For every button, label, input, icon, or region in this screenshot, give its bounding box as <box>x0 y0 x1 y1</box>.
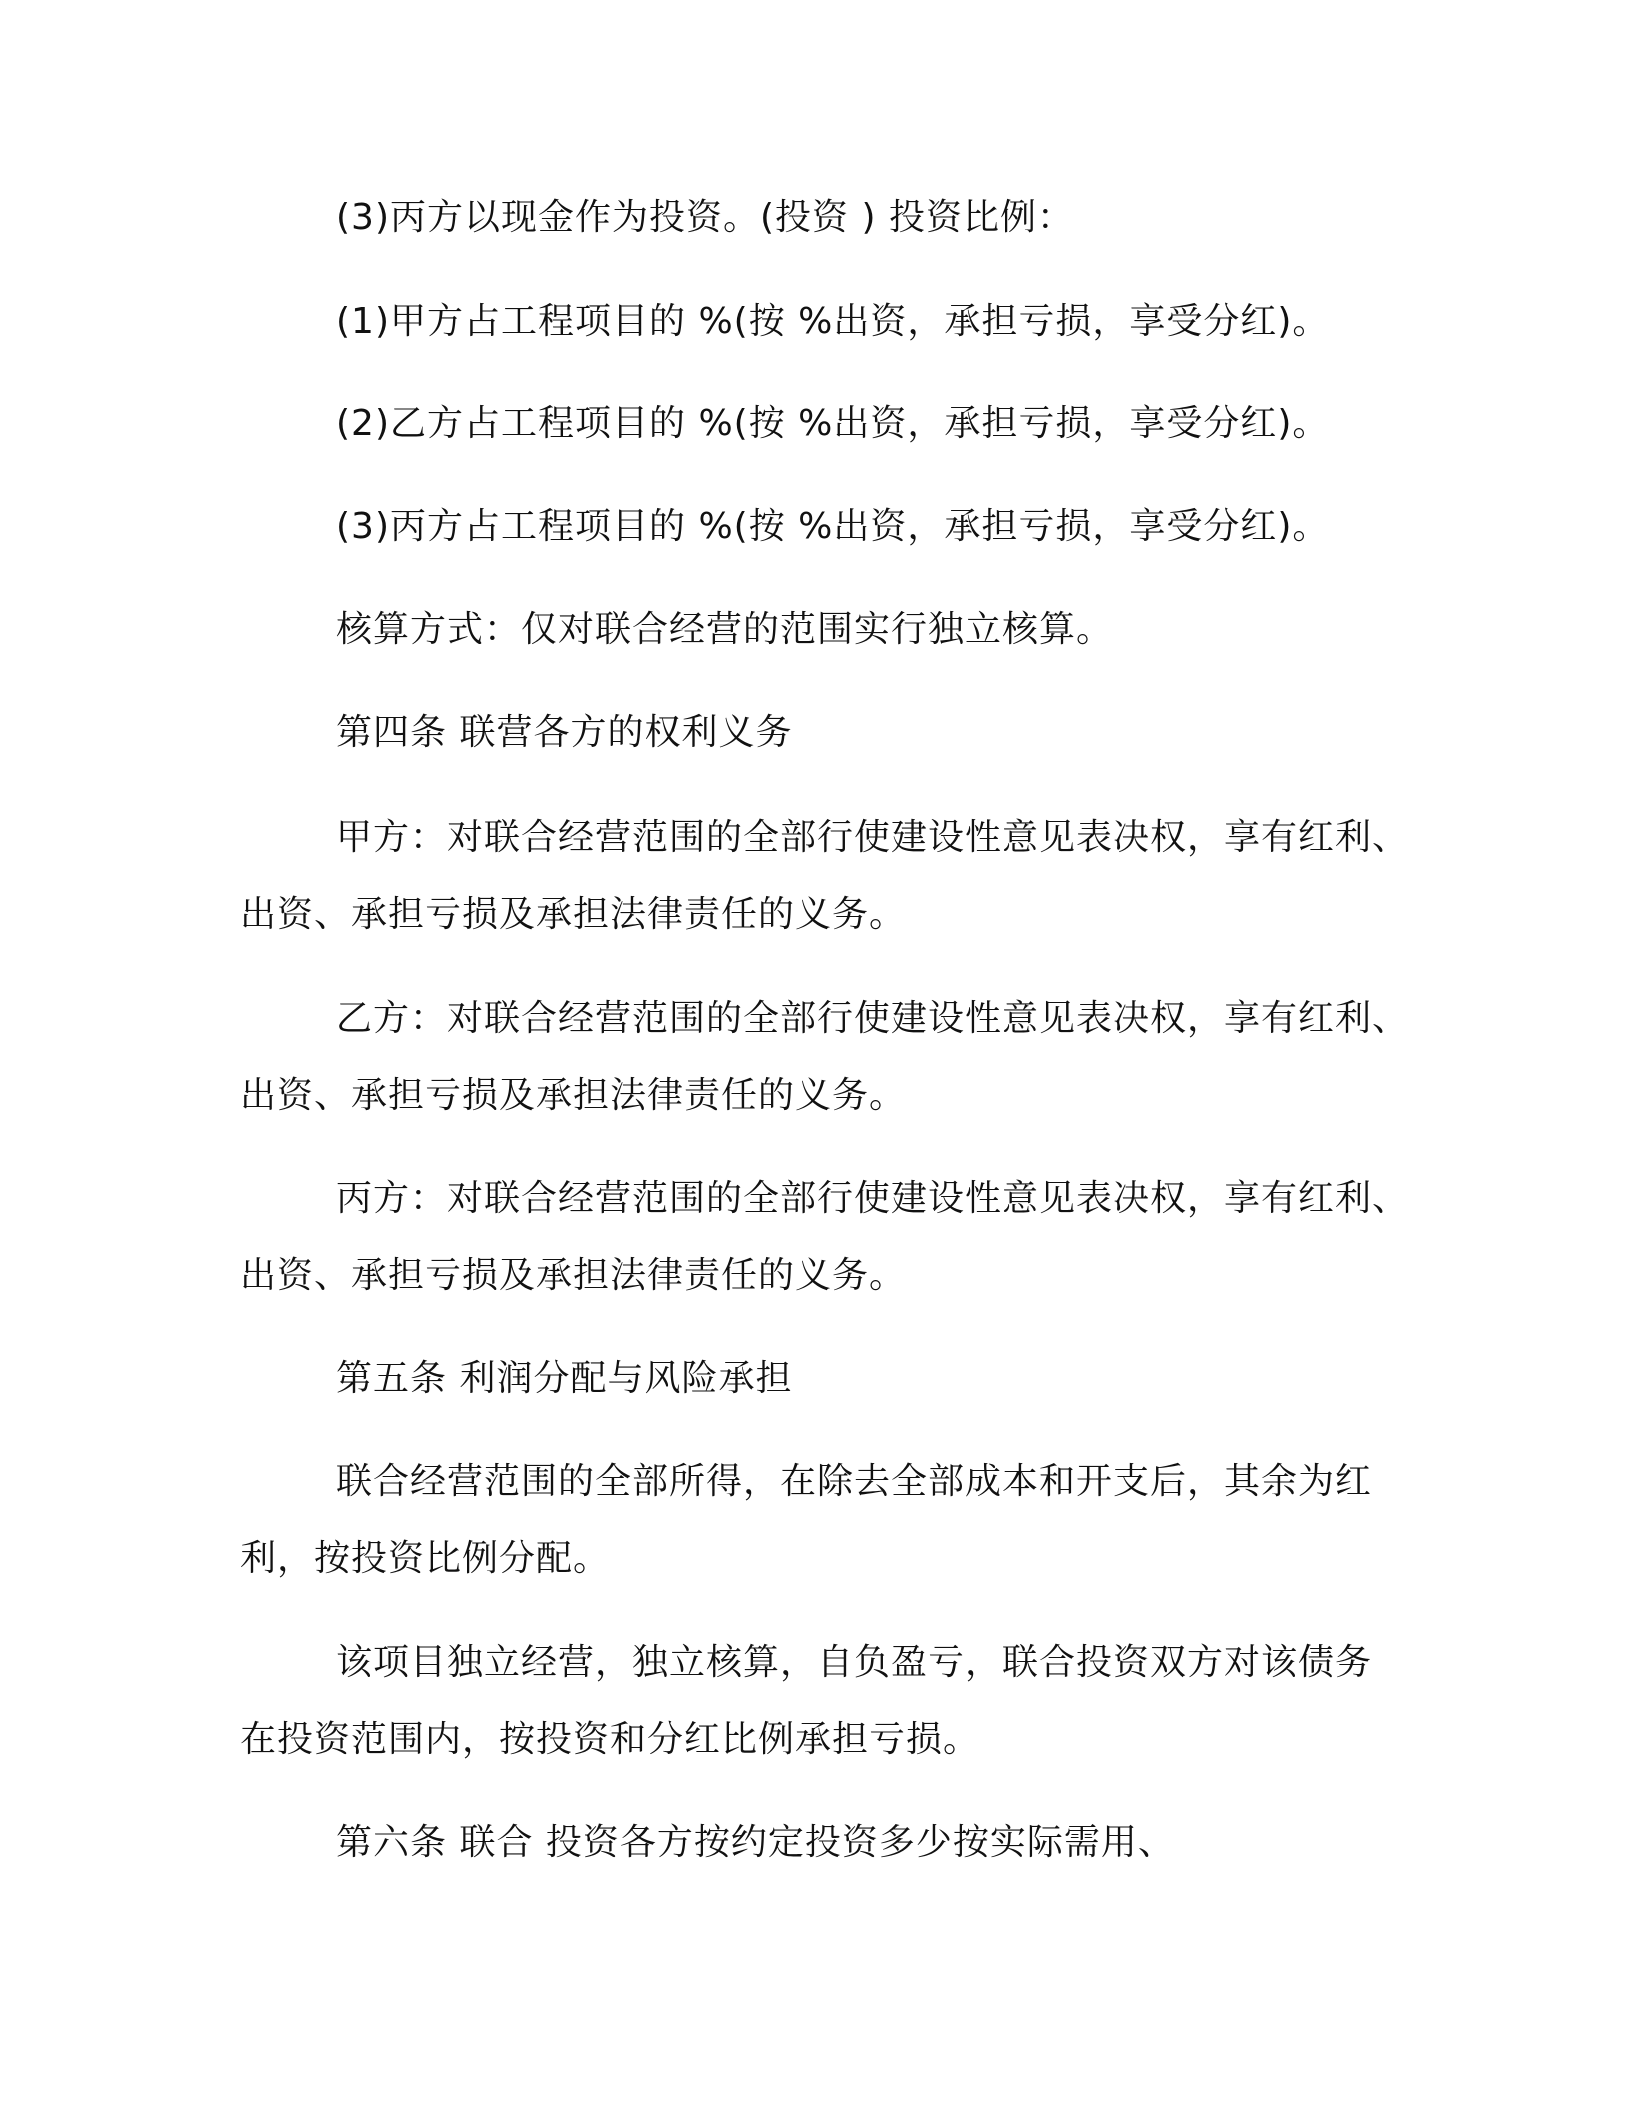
section-heading: 第四条 联营各方的权利义务 <box>336 712 793 753</box>
paragraph-line: 甲方：对联合经营范围的全部行使建设性意见表决权，享有红利、 <box>336 817 1410 858</box>
paragraph-line: 核算方式：仅对联合经营的范围实行独立核算。 <box>336 609 1114 650</box>
paragraph-line: 出资、承担亏损及承担法律责任的义务。 <box>240 1255 907 1296</box>
paragraph-line: 在投资范围内，按投资和分红比例承担亏损。 <box>240 1719 981 1760</box>
paragraph-line: (1)甲方占工程项目的 %(按 %出资，承担亏损，享受分红)。 <box>336 301 1330 342</box>
section-heading: 第五条 利润分配与风险承担 <box>336 1358 793 1399</box>
paragraph-line: 该项目独立经营，独立核算，自负盈亏，联合投资双方对该债务 <box>336 1642 1373 1683</box>
paragraph-line: 乙方：对联合经营范围的全部行使建设性意见表决权，享有红利、 <box>336 998 1410 1039</box>
paragraph-line: 出资、承担亏损及承担法律责任的义务。 <box>240 1075 907 1116</box>
paragraph-line: (3)丙方以现金作为投资。(投资 ) 投资比例： <box>336 197 1074 238</box>
section-heading: 第六条 联合 投资各方按约定投资多少按实际需用、 <box>336 1822 1175 1863</box>
paragraph-line: 利，按投资比例分配。 <box>240 1538 611 1579</box>
paragraph-line: 丙方：对联合经营范围的全部行使建设性意见表决权，享有红利、 <box>336 1178 1410 1219</box>
paragraph-line: (3)丙方占工程项目的 %(按 %出资，承担亏损，享受分红)。 <box>336 506 1330 547</box>
paragraph-line: 出资、承担亏损及承担法律责任的义务。 <box>240 894 907 935</box>
paragraph-line: 联合经营范围的全部所得，在除去全部成本和开支后，其余为红 <box>336 1461 1373 1502</box>
paragraph-line: (2)乙方占工程项目的 %(按 %出资，承担亏损，享受分红)。 <box>336 403 1330 444</box>
